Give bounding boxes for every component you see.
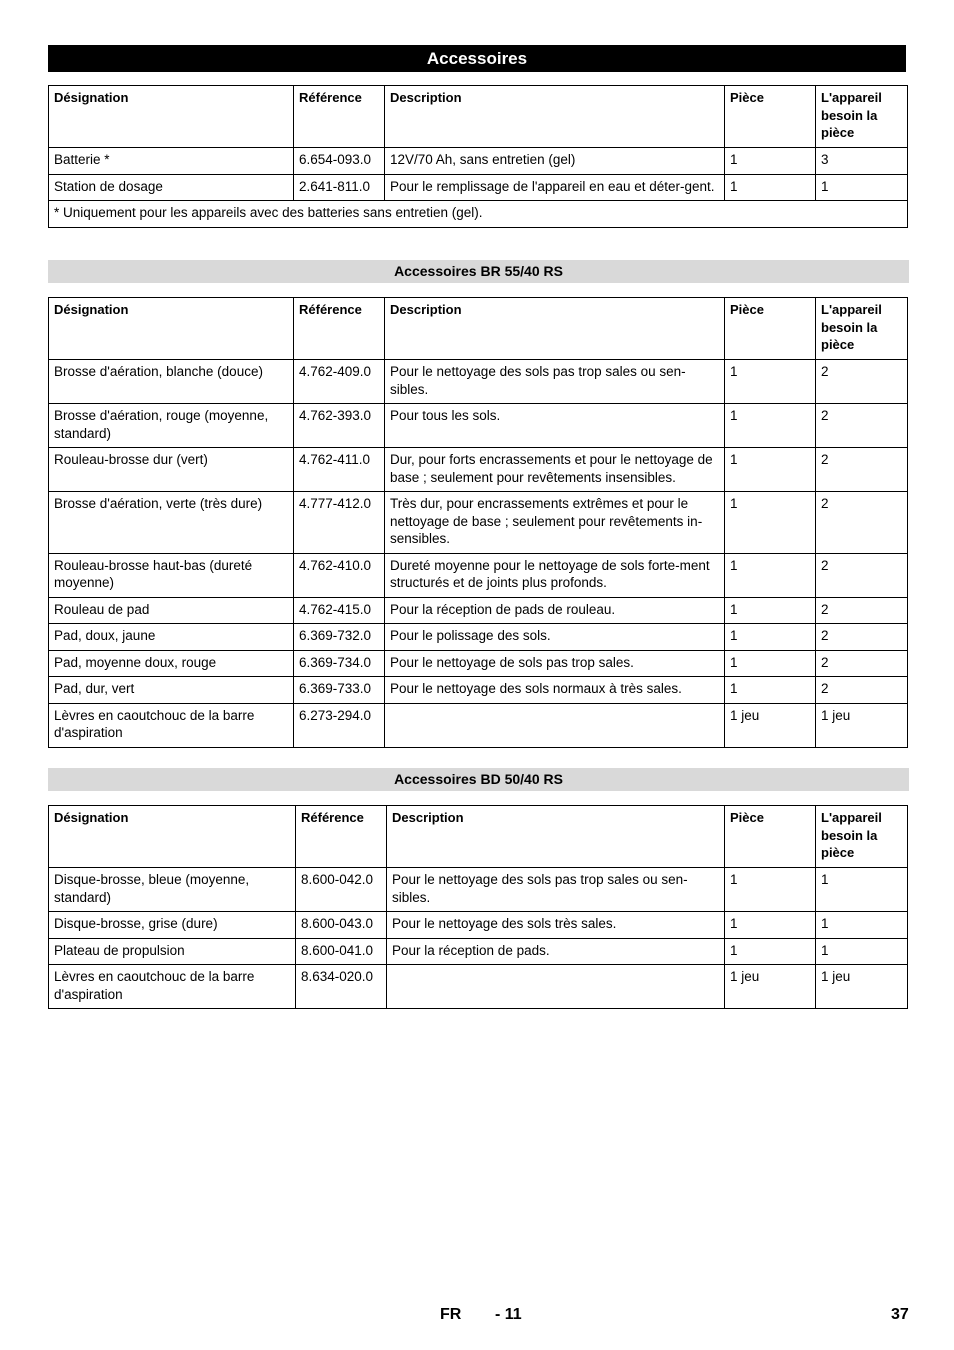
cell-designation: Rouleau-brosse haut-bas (dureté moyenne) bbox=[49, 553, 294, 597]
cell-designation: Pad, moyenne doux, rouge bbox=[49, 650, 294, 677]
cell-piece: 1 bbox=[725, 448, 816, 492]
cell-designation: Plateau de propulsion bbox=[49, 938, 296, 965]
cell-piece: 1 bbox=[725, 360, 816, 404]
cell-description: Très dur, pour encrassements extrêmes et pour le nettoyage de base ; seulement pour revêtements in-sensibles. bbox=[385, 492, 725, 554]
cell-reference: 8.600-041.0 bbox=[296, 938, 387, 965]
br-accessories-table bbox=[48, 297, 908, 748]
cell-reference: 6.273-294.0 bbox=[294, 703, 385, 747]
cell-piece: 1 bbox=[725, 938, 816, 965]
bd-accessories-table bbox=[48, 805, 908, 1009]
cell-reference: 8.600-042.0 bbox=[296, 868, 387, 912]
cell-piece: 1 bbox=[725, 148, 816, 175]
table-row bbox=[49, 624, 908, 651]
cell-piece: 1 bbox=[725, 174, 816, 201]
footnote: * Uniquement pour les appareils avec des batteries sans entretien (gel). bbox=[49, 201, 908, 228]
cell-piece: 1 bbox=[725, 650, 816, 677]
cell-need: 1 bbox=[816, 912, 908, 939]
cell-designation: Brosse d'aération, blanche (douce) bbox=[49, 360, 294, 404]
cell-description: Pour tous les sols. bbox=[385, 404, 725, 448]
cell-description bbox=[387, 965, 725, 1009]
section-title-bd: Accessoires BD 50/40 RS bbox=[48, 768, 909, 791]
table-row bbox=[49, 650, 908, 677]
table-row bbox=[49, 677, 908, 704]
header-designation: Désignation bbox=[49, 86, 294, 148]
table-row bbox=[49, 965, 908, 1009]
cell-piece: 1 jeu bbox=[725, 703, 816, 747]
cell-piece: 1 bbox=[725, 624, 816, 651]
table-row bbox=[49, 912, 908, 939]
cell-designation: Pad, doux, jaune bbox=[49, 624, 294, 651]
cell-reference: 6.369-733.0 bbox=[294, 677, 385, 704]
cell-need: 2 bbox=[816, 448, 908, 492]
footnote-row bbox=[49, 201, 908, 228]
cell-description: 12V/70 Ah, sans entretien (gel) bbox=[385, 148, 725, 175]
cell-need: 3 bbox=[816, 148, 908, 175]
cell-reference: 6.369-734.0 bbox=[294, 650, 385, 677]
cell-need: 1 bbox=[816, 868, 908, 912]
cell-reference: 4.762-393.0 bbox=[294, 404, 385, 448]
header-designation: Désignation bbox=[49, 806, 296, 868]
cell-designation: Lèvres en caoutchouc de la barre d'aspiration bbox=[49, 703, 294, 747]
cell-piece: 1 bbox=[725, 912, 816, 939]
cell-need: 2 bbox=[816, 650, 908, 677]
table-row bbox=[49, 148, 908, 175]
cell-piece: 1 bbox=[725, 492, 816, 554]
cell-description: Pour la réception de pads. bbox=[387, 938, 725, 965]
accessories-table bbox=[48, 85, 908, 228]
table-row bbox=[49, 404, 908, 448]
cell-reference: 6.654-093.0 bbox=[294, 148, 385, 175]
cell-reference: 4.762-415.0 bbox=[294, 597, 385, 624]
table-header-row bbox=[49, 806, 908, 868]
cell-need: 1 bbox=[816, 174, 908, 201]
cell-description: Pour le nettoyage des sols très sales. bbox=[387, 912, 725, 939]
cell-need: 2 bbox=[816, 492, 908, 554]
table-row bbox=[49, 360, 908, 404]
header-reference: Référence bbox=[294, 298, 385, 360]
cell-need: 1 jeu bbox=[816, 703, 908, 747]
header-description: Description bbox=[385, 86, 725, 148]
footer-page-number: 37 bbox=[891, 1306, 909, 1323]
cell-designation: Disque-brosse, bleue (moyenne, standard) bbox=[49, 868, 296, 912]
cell-need: 1 bbox=[816, 938, 908, 965]
cell-designation: Lèvres en caoutchouc de la barre d'aspiration bbox=[49, 965, 296, 1009]
cell-need: 2 bbox=[816, 404, 908, 448]
header-need: L'appareil besoin la pièce bbox=[816, 806, 908, 868]
cell-designation: Disque-brosse, grise (dure) bbox=[49, 912, 296, 939]
cell-description: Pour le nettoyage de sols pas trop sales. bbox=[385, 650, 725, 677]
cell-reference: 6.369-732.0 bbox=[294, 624, 385, 651]
table-row bbox=[49, 938, 908, 965]
header-piece: Pièce bbox=[725, 298, 816, 360]
cell-designation: Brosse d'aération, verte (très dure) bbox=[49, 492, 294, 554]
cell-piece: 1 jeu bbox=[725, 965, 816, 1009]
cell-piece: 1 bbox=[725, 404, 816, 448]
table-row bbox=[49, 868, 908, 912]
header-description: Description bbox=[385, 298, 725, 360]
header-description: Description bbox=[387, 806, 725, 868]
cell-designation: Batterie * bbox=[49, 148, 294, 175]
table-row bbox=[49, 174, 908, 201]
section-title-br: Accessoires BR 55/40 RS bbox=[48, 260, 909, 283]
cell-designation: Rouleau de pad bbox=[49, 597, 294, 624]
cell-reference: 8.634-020.0 bbox=[296, 965, 387, 1009]
cell-reference: 4.777-412.0 bbox=[294, 492, 385, 554]
table-row bbox=[49, 448, 908, 492]
footer-section-page: - 11 bbox=[495, 1306, 522, 1323]
cell-description: Pour la réception de pads de rouleau. bbox=[385, 597, 725, 624]
table-row bbox=[49, 597, 908, 624]
cell-piece: 1 bbox=[725, 677, 816, 704]
header-piece: Pièce bbox=[725, 806, 816, 868]
cell-reference: 4.762-410.0 bbox=[294, 553, 385, 597]
cell-description: Dureté moyenne pour le nettoyage de sols forte-ment structurés et de joints plus profonds. bbox=[385, 553, 725, 597]
cell-need: 2 bbox=[816, 624, 908, 651]
cell-reference: 8.600-043.0 bbox=[296, 912, 387, 939]
cell-description: Pour le nettoyage des sols normaux à très sales. bbox=[385, 677, 725, 704]
cell-need: 2 bbox=[816, 677, 908, 704]
header-need: L'appareil besoin la pièce bbox=[816, 298, 908, 360]
cell-description: Pour le nettoyage des sols pas trop sales ou sen-sibles. bbox=[387, 868, 725, 912]
cell-reference: 4.762-409.0 bbox=[294, 360, 385, 404]
cell-piece: 1 bbox=[725, 553, 816, 597]
cell-designation: Rouleau-brosse dur (vert) bbox=[49, 448, 294, 492]
table-header-row bbox=[49, 86, 908, 148]
cell-reference: 4.762-411.0 bbox=[294, 448, 385, 492]
header-reference: Référence bbox=[296, 806, 387, 868]
cell-description: Pour le polissage des sols. bbox=[385, 624, 725, 651]
cell-need: 2 bbox=[816, 360, 908, 404]
footer-lang: FR bbox=[440, 1306, 462, 1323]
cell-description: Pour le nettoyage des sols pas trop sales ou sen-sibles. bbox=[385, 360, 725, 404]
page-title: Accessoires bbox=[48, 45, 906, 72]
table-row bbox=[49, 492, 908, 554]
cell-need: 1 jeu bbox=[816, 965, 908, 1009]
header-piece: Pièce bbox=[725, 86, 816, 148]
cell-description: Pour le remplissage de l'appareil en eau et déter-gent. bbox=[385, 174, 725, 201]
header-reference: Référence bbox=[294, 86, 385, 148]
cell-need: 2 bbox=[816, 553, 908, 597]
table-row bbox=[49, 553, 908, 597]
cell-description bbox=[385, 703, 725, 747]
cell-piece: 1 bbox=[725, 868, 816, 912]
header-designation: Désignation bbox=[49, 298, 294, 360]
cell-designation: Pad, dur, vert bbox=[49, 677, 294, 704]
cell-reference: 2.641-811.0 bbox=[294, 174, 385, 201]
cell-designation: Brosse d'aération, rouge (moyenne, standard) bbox=[49, 404, 294, 448]
cell-need: 2 bbox=[816, 597, 908, 624]
header-need: L'appareil besoin la pièce bbox=[816, 86, 908, 148]
cell-description: Dur, pour forts encrassements et pour le nettoyage de base ; seulement pour revêtements insensibles. bbox=[385, 448, 725, 492]
cell-piece: 1 bbox=[725, 597, 816, 624]
cell-designation: Station de dosage bbox=[49, 174, 294, 201]
table-row bbox=[49, 703, 908, 747]
table-header-row bbox=[49, 298, 908, 360]
